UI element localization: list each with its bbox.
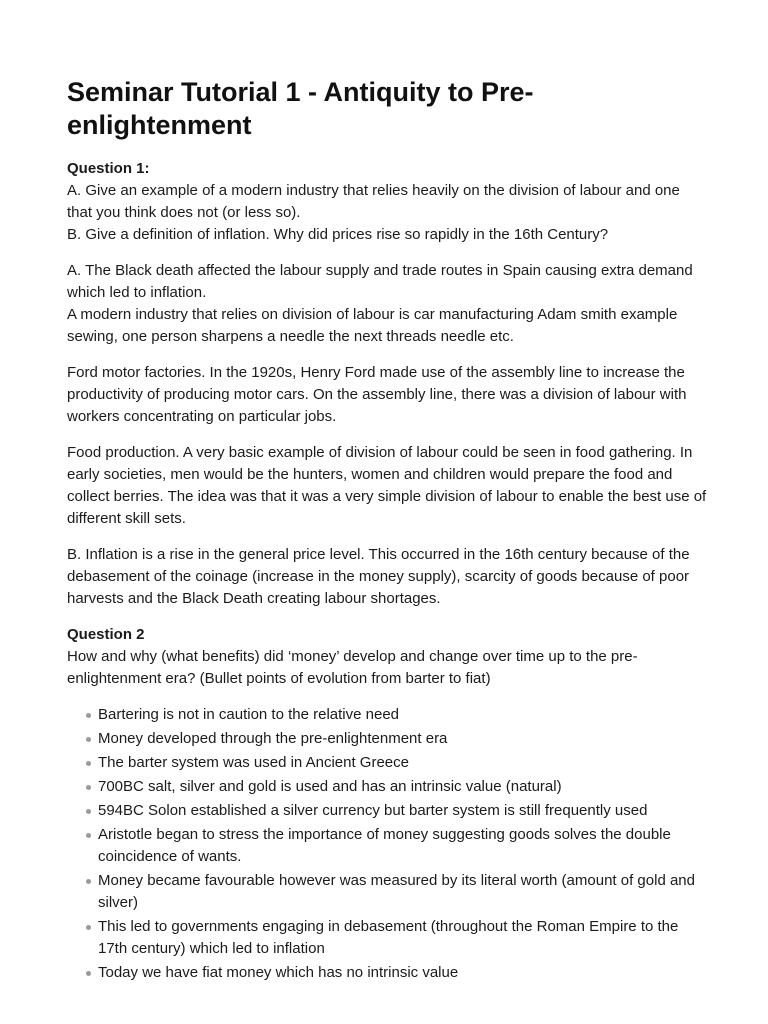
list-item: [67, 704, 708, 726]
question-2-text: How and why (what benefits) did ‘money’ develop and change over time up to the pre-enlightenment era? (Bullet points of evolution from barter to fiat): [67, 648, 638, 687]
question-1-heading: Question 1:: [67, 160, 150, 177]
answer-a-black-death: A. The Black death affected the labour supply and trade routes in Spain causing extra demand which led to inflation.: [67, 262, 693, 301]
list-item-text: Aristotle began to stress the importance of money suggesting goods solves the double coincidence of wants.: [98, 826, 671, 865]
list-item-text: Money became favourable however was measured by its literal worth (amount of gold and silver): [98, 872, 695, 911]
page-title: Seminar Tutorial 1 - Antiquity to Pre-enlightenment: [67, 77, 534, 140]
list-item-text: Money developed through the pre-enlightenment era: [98, 730, 448, 747]
question-1-part-a: A. Give an example of a modern industry that relies heavily on the division of labour and one that you think does not (or less so).: [67, 182, 680, 221]
answer-b-inflation: B. Inflation is a rise in the general price level. This occurred in the 16th century because of the debasement of the coinage (increase in the money supply), scarcity of goods because of poor harvests and the Black Death creating labour shortages.: [67, 546, 690, 607]
bullet-icon: [86, 809, 91, 814]
list-item-text: The barter system was used in Ancient Greece: [98, 754, 409, 771]
bullet-icon: [86, 785, 91, 790]
list-item: [67, 870, 708, 914]
bullet-icon: [86, 925, 91, 930]
answer-ford-paragraph: Ford motor factories. In the 1920s, Henry Ford made use of the assembly line to increase the productivity of producing motor cars. On the assembly line, there was a division of labour with workers concentrating on particular jobs.: [67, 364, 687, 425]
answer-a-car-manufacturing: A modern industry that relies on division of labour is car manufacturing Adam smith example sewing, one person sharpens a needle the next threads needle etc.: [67, 306, 678, 345]
list-item-text: 594BC Solon established a silver currency but barter system is still frequently used: [98, 802, 648, 819]
money-evolution-list: [67, 704, 708, 984]
list-item: [67, 728, 708, 750]
bullet-icon: [86, 713, 91, 718]
list-item: [67, 824, 708, 868]
list-item: [67, 962, 708, 984]
bullet-icon: [86, 879, 91, 884]
list-item: [67, 776, 708, 798]
list-item-text: This led to governments engaging in debasement (throughout the Roman Empire to the 17th century) which led to inflation: [98, 918, 679, 957]
bullet-icon: [86, 737, 91, 742]
list-item-text: Today we have fiat money which has no intrinsic value: [98, 964, 459, 981]
bullet-icon: [86, 833, 91, 838]
bullet-icon: [86, 761, 91, 766]
answer-food-paragraph: Food production. A very basic example of division of labour could be seen in food gathering. In early societies, men would be the hunters, women and children would prepare the food and collect berries. The idea was that it was a very simple division of labour to enable the best use of different skill sets.: [67, 444, 707, 527]
list-item-text: 700BC salt, silver and gold is used and has an intrinsic value (natural): [98, 778, 562, 795]
bullet-icon: [86, 971, 91, 976]
question-1-part-b: B. Give a definition of inflation. Why did prices rise so rapidly in the 16th Century?: [67, 226, 609, 243]
list-item: [67, 752, 708, 774]
list-item: [67, 916, 708, 960]
question-2-heading: Question 2: [67, 626, 145, 643]
list-item: [67, 800, 708, 822]
list-item-text: Bartering is not in caution to the relative need: [98, 706, 400, 723]
